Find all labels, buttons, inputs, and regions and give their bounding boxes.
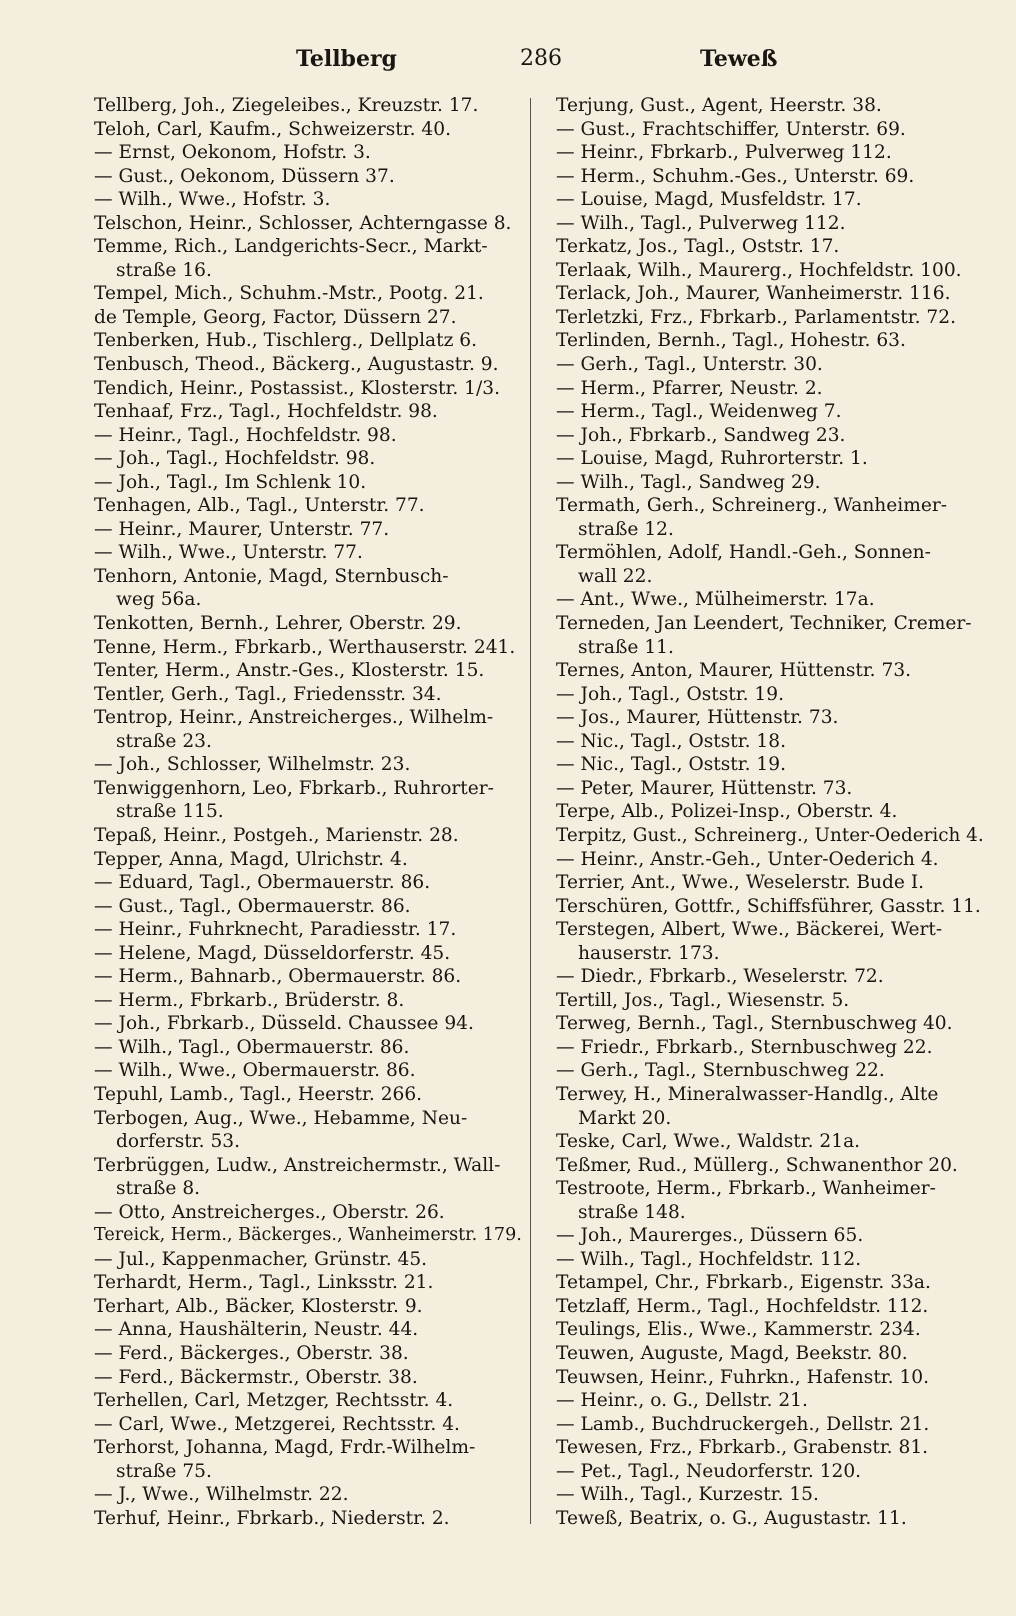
directory-entry: — Wilh., Wwe., Obermauerstr. 86. — [94, 1060, 416, 1082]
directory-entry: Tendich, Heinr., Postassist., Klosterstr. 1/3. — [94, 377, 500, 399]
directory-entry: Tepuhl, Lamb., Tagl., Heerstr. 266. — [94, 1083, 423, 1105]
directory-entry: Tentler, Gerh., Tagl., Friedensstr. 34. — [94, 683, 442, 705]
directory-entry: — Wilh., Wwe., Unterstr. 77. — [94, 542, 363, 564]
page-number: 286 — [520, 46, 562, 71]
directory-entry: — Wilh., Tagl., Sandweg 29. — [556, 471, 821, 493]
directory-entry: Terhardt, Herm., Tagl., Linksstr. 21. — [94, 1272, 434, 1294]
directory-entry: — Peter, Maurer, Hüttenstr. 73. — [556, 777, 853, 799]
directory-entry: — Wilh., Tagl., Hochfeldstr. 112. — [556, 1248, 862, 1270]
directory-entry: Terschüren, Gottfr., Schiffsführer, Gasstr. 11. — [556, 895, 981, 917]
directory-entry: Terletzki, Frz., Fbrkarb., Parlamentstr. 72. — [556, 306, 957, 328]
directory-entry: — Ferd., Bäckerges., Oberstr. 38. — [94, 1342, 409, 1364]
directory-entry: hauserstr. 173. — [578, 942, 720, 964]
directory-entry: — Herm., Tagl., Weidenweg 7. — [556, 401, 842, 423]
left-column — [94, 94, 526, 1530]
directory-entry: Terwey, H., Mineralwasser-Handlg., Alte — [556, 1083, 939, 1105]
directory-entry: — Joh., Maurerges., Düssern 65. — [556, 1225, 864, 1247]
directory-entry: — Wilh., Tagl., Pulverweg 112. — [556, 212, 846, 234]
directory-entry: Tenbusch, Theod., Bäckerg., Augustastr. 9. — [94, 354, 499, 376]
directory-entry: — Heinr., Fbrkarb., Pulverweg 112. — [556, 142, 892, 164]
directory-entry: Tepper, Anna, Magd, Ulrichstr. 4. — [94, 848, 408, 870]
directory-entry: Tenkotten, Bernh., Lehrer, Oberstr. 29. — [94, 613, 462, 635]
directory-entry: Teuwsen, Heinr., Fuhrkn., Hafenstr. 10. — [556, 1366, 930, 1388]
directory-entry: Terstegen, Albert, Wwe., Bäckerei, Wert- — [556, 919, 943, 941]
directory-entry: — Jos., Maurer, Hüttenstr. 73. — [556, 707, 839, 729]
directory-entry: — Heinr., Fuhrknecht, Paradiesstr. 17. — [94, 919, 457, 941]
directory-entry: straße 8. — [116, 1178, 201, 1200]
directory-entry: Tellberg, Joh., Ziegeleibes., Kreuzstr. 17. — [94, 95, 479, 116]
directory-entry: Terjung, Gust., Agent, Heerstr. 38. — [556, 95, 882, 116]
directory-entry: — Herm., Bahnarb., Obermauerstr. 86. — [94, 966, 462, 988]
directory-entry: Tempel, Mich., Schuhm.-Mstr., Pootg. 21. — [94, 283, 484, 305]
directory-entry: — Jul., Kappenmacher, Grünstr. 45. — [94, 1248, 428, 1270]
directory-entry: Tenhorn, Antonie, Magd, Sternbusch- — [94, 565, 449, 587]
header-right-keyword: Teweß — [700, 46, 778, 72]
directory-entry: Termath, Gerh., Schreinerg., Wanheimer- — [556, 495, 948, 517]
directory-entry: — Gust., Frachtschiffer, Unterstr. 69. — [556, 118, 906, 140]
directory-entry: straße 12. — [578, 518, 674, 540]
directory-entry: Testroote, Herm., Fbrkarb., Wanheimer- — [556, 1178, 936, 1200]
directory-entry: — Louise, Magd, Musfeldstr. 17. — [556, 189, 862, 211]
directory-entry: Termöhlen, Adolf, Handl.-Geh., Sonnen- — [556, 542, 931, 564]
directory-entry: Tetzlaff, Herm., Tagl., Hochfeldstr. 112. — [556, 1295, 929, 1317]
directory-entry: — Anna, Haushälterin, Neustr. 44. — [94, 1319, 419, 1341]
directory-entry: — Ferd., Bäckermstr., Oberstr. 38. — [94, 1366, 418, 1388]
directory-entry: — Gust., Tagl., Obermauerstr. 86. — [94, 895, 411, 917]
directory-entry: Teloh, Carl, Kaufm., Schweizerstr. 40. — [94, 118, 451, 140]
directory-entry: Tentrop, Heinr., Anstreicherges., Wilhelm- — [94, 707, 494, 729]
directory-entry: dorferstr. 53. — [116, 1131, 241, 1153]
directory-entry: Terlaak, Wilh., Maurerg., Hochfeldstr. 100. — [556, 259, 962, 281]
directory-entry: Markt 20. — [578, 1107, 672, 1129]
directory-entry: — Herm., Schuhm.-Ges., Unterstr. 69. — [556, 165, 915, 187]
directory-entry: Terbogen, Aug., Wwe., Hebamme, Neu- — [94, 1107, 468, 1129]
directory-entry: — Pet., Tagl., Neudorferstr. 120. — [556, 1460, 862, 1482]
directory-entry: — Gerh., Tagl., Sternbuschweg 22. — [556, 1060, 885, 1082]
directory-entry: Telschon, Heinr., Schlosser, Achterngasse 8. — [94, 212, 512, 234]
directory-entry: — Diedr., Fbrkarb., Weselerstr. 72. — [556, 966, 884, 988]
directory-entry: — Heinr., o. G., Dellstr. 21. — [556, 1390, 808, 1412]
directory-entry: — Ant., Wwe., Mülheimerstr. 17a. — [556, 589, 875, 611]
directory-entry: straße 11. — [578, 636, 674, 658]
directory-entry: straße 75. — [116, 1460, 212, 1482]
directory-entry: — Friedr., Fbrkarb., Sternbuschweg 22. — [556, 1036, 933, 1058]
page-header — [88, 38, 968, 74]
directory-entry: Tenhagen, Alb., Tagl., Unterstr. 77. — [94, 495, 425, 517]
directory-entry: — Joh., Fbrkarb., Sandweg 23. — [556, 424, 846, 446]
directory-entry: Terkatz, Jos., Tagl., Oststr. 17. — [556, 236, 840, 258]
directory-entry: — Joh., Schlosser, Wilhelmstr. 23. — [94, 754, 411, 776]
directory-entry: Teulings, Elis., Wwe., Kammerstr. 234. — [556, 1319, 921, 1341]
directory-entry: weg 56a. — [116, 589, 202, 611]
directory-entry: Terlinden, Bernh., Tagl., Hohestr. 63. — [556, 330, 906, 352]
directory-entry: — Joh., Tagl., Oststr. 19. — [556, 683, 784, 705]
directory-entry: — Gust., Oekonom, Düssern 37. — [94, 165, 395, 187]
header-left-keyword: Tellberg — [296, 46, 397, 72]
directory-entry: — Wilh., Wwe., Hofstr. 3. — [94, 189, 331, 211]
directory-entry: Terneden, Jan Leendert, Techniker, Cremer- — [556, 613, 972, 635]
directory-entry: straße 23. — [116, 730, 212, 752]
directory-entry: straße 115. — [116, 801, 224, 823]
directory-entry: Ternes, Anton, Maurer, Hüttenstr. 73. — [556, 660, 912, 682]
directory-entry: — Joh., Tagl., Hochfeldstr. 98. — [94, 448, 376, 470]
directory-entry: Terbrüggen, Ludw., Anstreichermstr., Wall- — [94, 1154, 501, 1176]
directory-entry: Tertill, Jos., Tagl., Wiesenstr. 5. — [556, 989, 850, 1011]
directory-entry: Terpe, Alb., Polizei-Insp., Oberstr. 4. — [556, 801, 898, 823]
directory-entry: straße 148. — [578, 1201, 686, 1223]
directory-entry: — Louise, Magd, Ruhrorterstr. 1. — [556, 448, 868, 470]
directory-entry: — Wilh., Tagl., Obermauerstr. 86. — [94, 1036, 410, 1058]
directory-entry: — Herm., Pfarrer, Neustr. 2. — [556, 377, 823, 399]
directory-entry: Teßmer, Rud., Müllerg., Schwanenthor 20. — [556, 1154, 958, 1176]
directory-entry: — Nic., Tagl., Oststr. 18. — [556, 730, 786, 752]
directory-entry: de Temple, Georg, Factor, Düssern 27. — [94, 306, 457, 328]
directory-entry: — Otto, Anstreicherges., Oberstr. 26. — [94, 1201, 445, 1223]
column-divider — [530, 98, 531, 1524]
directory-entry: Tenhaaf, Frz., Tagl., Hochfeldstr. 98. — [94, 401, 438, 423]
directory-entry: — Helene, Magd, Düsseldorferstr. 45. — [94, 942, 451, 964]
directory-entry: — Carl, Wwe., Metzgerei, Rechtsstr. 4. — [94, 1413, 460, 1435]
directory-entry: Tewesen, Frz., Fbrkarb., Grabenstr. 81. — [556, 1437, 929, 1459]
directory-entry: — Herm., Fbrkarb., Brüderstr. 8. — [94, 989, 405, 1011]
right-column — [556, 94, 988, 1530]
directory-entry: Terweg, Bernh., Tagl., Sternbuschweg 40. — [556, 1013, 953, 1035]
directory-entry: — Joh., Tagl., Im Schlenk 10. — [94, 471, 367, 493]
directory-entry: Tepaß, Heinr., Postgeh., Marienstr. 28. — [94, 824, 459, 846]
directory-entry: Tenberken, Hub., Tischlerg., Dellplatz 6. — [94, 330, 478, 352]
directory-entry: — Heinr., Anstr.-Geh., Unter-Oederich 4. — [556, 848, 939, 870]
directory-entry: Terhuf, Heinr., Fbrkarb., Niederstr. 2. — [94, 1507, 450, 1529]
directory-entry: Teuwen, Auguste, Magd, Beekstr. 80. — [556, 1342, 908, 1364]
directory-entry: Tereick, Herm., Bäckerges., Wanheimerstr. 179. — [94, 1225, 522, 1246]
directory-entry: — Ernst, Oekonom, Hofstr. 3. — [94, 142, 371, 164]
directory-entry: Tenwiggenhorn, Leo, Fbrkarb., Ruhrorter- — [94, 777, 494, 799]
directory-entry: Terrier, Ant., Wwe., Weselerstr. Bude I. — [556, 872, 925, 894]
directory-entry: — Heinr., Tagl., Hochfeldstr. 98. — [94, 424, 397, 446]
directory-entry: Teske, Carl, Wwe., Waldstr. 21a. — [556, 1131, 861, 1153]
directory-entry: Terlack, Joh., Maurer, Wanheimerstr. 116. — [556, 283, 951, 305]
directory-entry: Terhellen, Carl, Metzger, Rechtsstr. 4. — [94, 1390, 454, 1412]
directory-entry: Teweß, Beatrix, o. G., Augustastr. 11. — [556, 1507, 907, 1529]
directory-entry: Tenne, Herm., Fbrkarb., Werthauserstr. 241. — [94, 636, 516, 658]
directory-entry: — J., Wwe., Wilhelmstr. 22. — [94, 1484, 349, 1506]
directory-entry: wall 22. — [578, 565, 653, 587]
directory-entry: — Wilh., Tagl., Kurzestr. 15. — [556, 1484, 819, 1506]
directory-entry: Terhorst, Johanna, Magd, Frdr.-Wilhelm- — [94, 1437, 476, 1459]
directory-entry: — Nic., Tagl., Oststr. 19. — [556, 754, 786, 776]
directory-entry: — Lamb., Buchdruckergeh., Dellstr. 21. — [556, 1413, 930, 1435]
directory-entry: — Eduard, Tagl., Obermauerstr. 86. — [94, 872, 431, 894]
directory-entry: — Gerh., Tagl., Unterstr. 30. — [556, 354, 823, 376]
directory-entry: Temme, Rich., Landgerichts-Secr., Markt- — [94, 236, 488, 258]
directory-entry: Terpitz, Gust., Schreinerg., Unter-Oederich 4. — [556, 824, 984, 846]
directory-entry: straße 16. — [116, 259, 212, 281]
directory-entry: Tetampel, Chr., Fbrkarb., Eigenstr. 33a. — [556, 1272, 931, 1294]
directory-entry: — Heinr., Maurer, Unterstr. 77. — [94, 518, 390, 540]
directory-entry: Tenter, Herm., Anstr.-Ges., Klosterstr. 15. — [94, 660, 485, 682]
directory-entry: Terhart, Alb., Bäcker, Klosterstr. 9. — [94, 1295, 423, 1317]
directory-entry: — Joh., Fbrkarb., Düsseld. Chaussee 94. — [94, 1013, 474, 1035]
